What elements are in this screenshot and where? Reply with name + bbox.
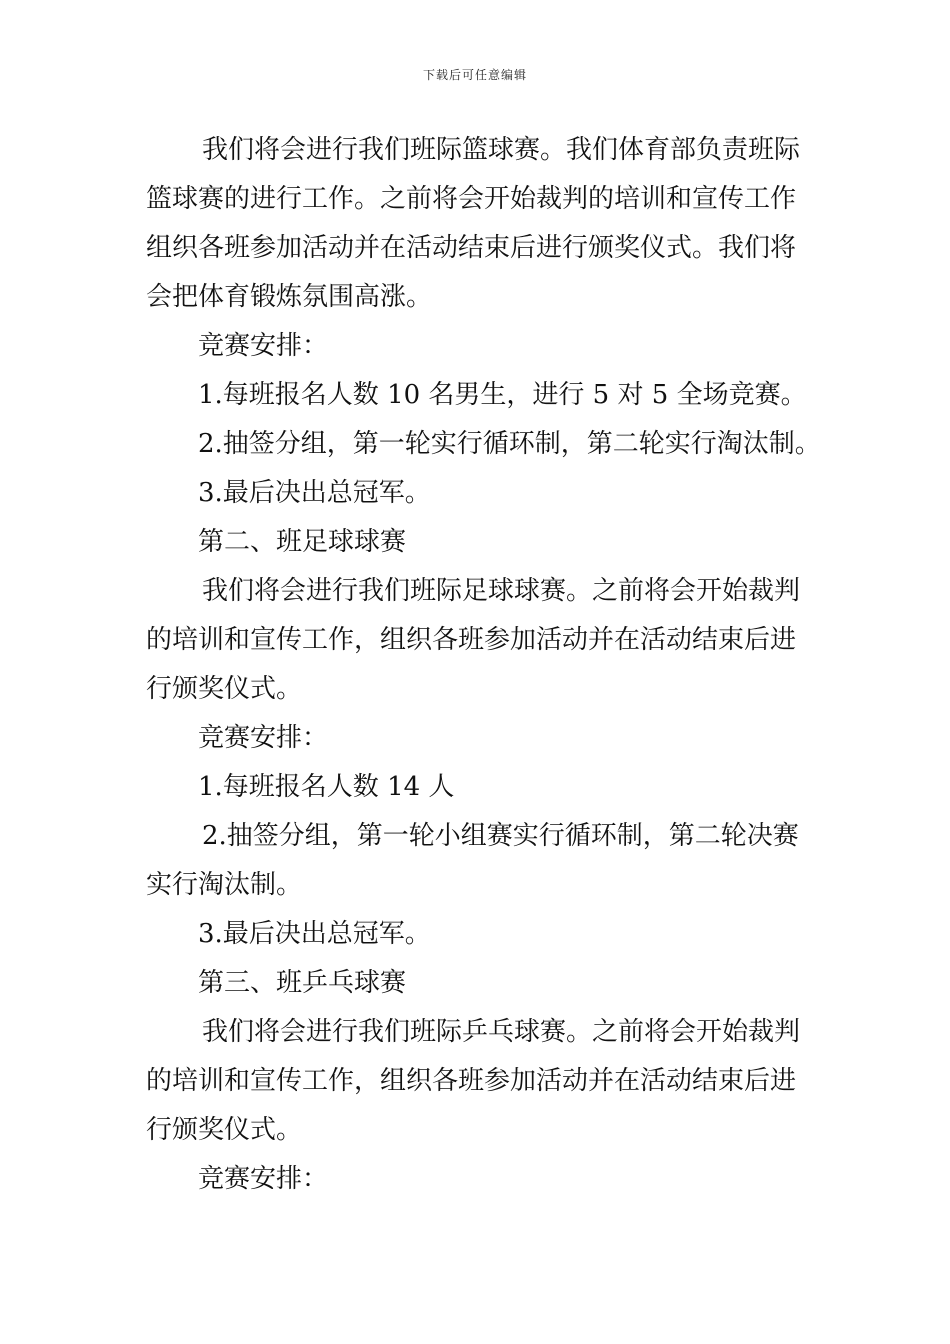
paragraph-line: 会把体育锻炼氛围高涨。 bbox=[146, 282, 433, 312]
list-item: 3.最后决出总冠军。 bbox=[198, 478, 431, 508]
list-item: 3.最后决出总冠军。 bbox=[198, 919, 431, 949]
paragraph-line: 我们将会进行我们班际篮球赛。我们体育部负责班际 bbox=[202, 135, 801, 165]
page-header-note: 下载后可任意编辑 bbox=[422, 68, 527, 82]
section-heading: 第三、班乒乓球赛 bbox=[198, 968, 407, 998]
list-item: 1.每班报名人数 10 名男生，进行 5 对 5 全场竞赛。 bbox=[198, 380, 807, 410]
section-heading: 第二、班足球球赛 bbox=[198, 527, 407, 557]
paragraph-line: 组织各班参加活动并在活动结束后进行颁奖仪式。我们将 bbox=[146, 233, 797, 263]
paragraph-line: 我们将会进行我们班际足球球赛。之前将会开始裁判 bbox=[202, 576, 801, 606]
paragraph-line: 行颁奖仪式。 bbox=[146, 674, 303, 704]
paragraph-line: 的培训和宣传工作，组织各班参加活动并在活动结束后进 bbox=[146, 625, 797, 655]
paragraph-line: 的培训和宣传工作，组织各班参加活动并在活动结束后进 bbox=[146, 1066, 797, 1096]
list-item: 1.每班报名人数 14 人 bbox=[198, 772, 455, 802]
list-item: 2.抽签分组，第一轮小组赛实行循环制，第二轮决赛 bbox=[202, 821, 799, 851]
paragraph-line: 篮球赛的进行工作。之前将会开始裁判的培训和宣传工作 bbox=[146, 184, 797, 214]
document-body bbox=[146, 126, 821, 1204]
section-subheading: 竞赛安排： bbox=[198, 1164, 329, 1194]
paragraph-line: 行颁奖仪式。 bbox=[146, 1115, 303, 1145]
list-item: 2.抽签分组，第一轮实行循环制，第二轮实行淘汰制。 bbox=[198, 429, 821, 459]
section-subheading: 竞赛安排： bbox=[198, 331, 329, 361]
section-subheading: 竞赛安排： bbox=[198, 723, 329, 753]
paragraph-line: 我们将会进行我们班际乒乓球赛。之前将会开始裁判 bbox=[202, 1017, 801, 1047]
list-item-continuation: 实行淘汰制。 bbox=[146, 870, 303, 900]
